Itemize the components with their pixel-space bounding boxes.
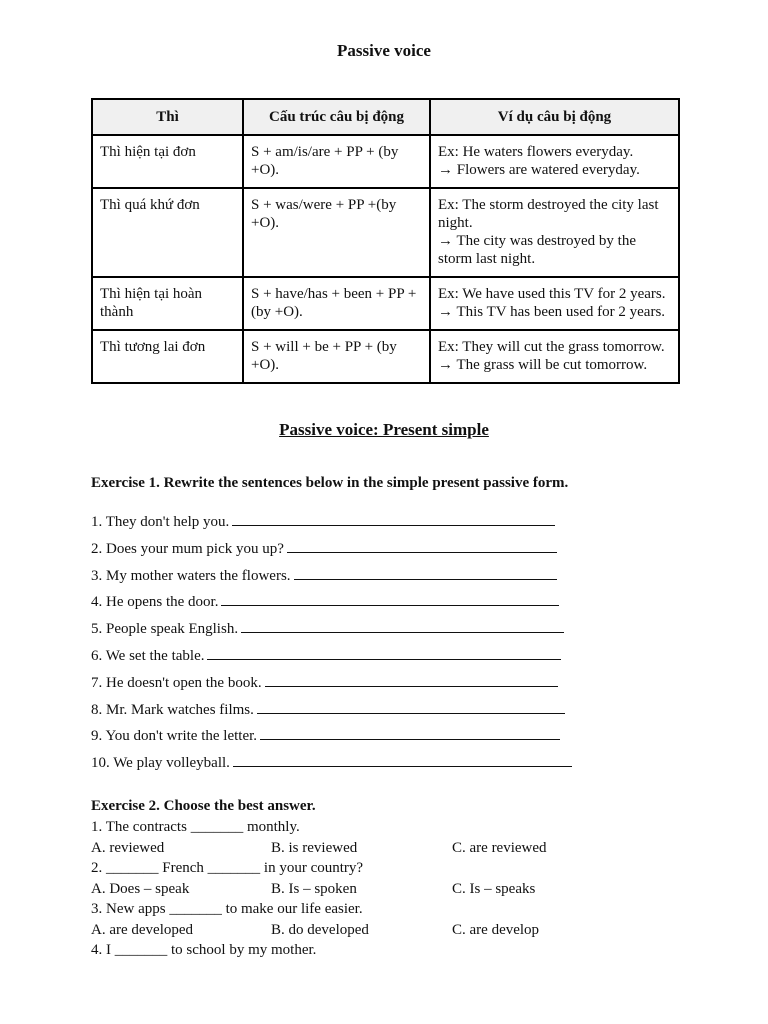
answer-line[interactable]	[265, 672, 558, 687]
answer-line[interactable]	[260, 725, 560, 740]
grammar-table	[91, 98, 680, 384]
list-item	[91, 538, 691, 565]
answer-line[interactable]	[257, 699, 565, 714]
structure-cell: S + am/is/are + PP + (by +O).	[243, 135, 430, 188]
sentence-text: 4. He opens the door.	[91, 594, 219, 611]
example-cell	[430, 188, 679, 277]
answer-options	[91, 920, 711, 941]
list-item	[91, 752, 691, 779]
option-b[interactable]: B. Is – spoken	[271, 880, 357, 897]
exercise-2-heading: Exercise 2. Choose the best answer.	[91, 798, 316, 814]
page-title: Passive voice	[337, 41, 431, 60]
option-c[interactable]: C. Is – speaks	[452, 880, 536, 897]
active-example: Ex: We have used this TV for 2 years.	[438, 286, 666, 302]
sentence-text: 5. People speak English.	[91, 621, 239, 638]
list-item	[91, 672, 691, 699]
header-example: Ví dụ câu bị động	[430, 99, 679, 135]
sentence-text: 9. You don't write the letter.	[91, 728, 258, 745]
tense-cell: Thì hiện tại hoàn thành	[92, 277, 243, 330]
table-row	[92, 188, 679, 277]
table-row	[92, 135, 679, 188]
passive-example: → The grass will be cut tomorrow.	[438, 357, 648, 373]
active-example: Ex: The storm destroyed the city last night.	[438, 197, 659, 231]
option-b[interactable]: B. do developed	[271, 921, 369, 938]
answer-line[interactable]	[207, 645, 561, 660]
passive-example: → Flowers are watered everyday.	[438, 162, 640, 178]
sentence-text: 2. Does your mum pick you up?	[91, 540, 284, 557]
example-cell	[430, 330, 679, 383]
sentence-text: 6. We set the table.	[91, 647, 205, 664]
question-text: 3. New apps _______ to make our life easier.	[91, 901, 363, 917]
answer-line[interactable]	[233, 752, 572, 767]
answer-line[interactable]	[287, 538, 557, 553]
structure-cell: S + will + be + PP + (by +O).	[243, 330, 430, 383]
list-item	[91, 618, 691, 645]
list-item	[91, 511, 691, 538]
example-cell	[430, 277, 679, 330]
list-item	[91, 699, 691, 726]
question-text: 4. I _______ to school by my mother.	[91, 942, 317, 958]
example-cell	[430, 135, 679, 188]
answer-line[interactable]	[241, 618, 564, 633]
sentence-text: 3. My mother waters the flowers.	[91, 567, 291, 584]
table-row	[92, 277, 679, 330]
tense-cell: Thì hiện tại đơn	[92, 135, 243, 188]
header-tense: Thì	[92, 99, 243, 135]
option-a[interactable]: A. Does – speak	[91, 880, 190, 897]
passive-example: → This TV has been used for 2 years.	[438, 304, 666, 320]
exercise-1-heading: Exercise 1. Rewrite the sentences below in the simple present passive form.	[91, 475, 569, 491]
active-example: Ex: They will cut the grass tomorrow.	[438, 339, 665, 355]
option-a[interactable]: A. are developed	[91, 921, 194, 938]
passive-example: → The city was destroyed by the storm last night.	[438, 233, 637, 267]
answer-line[interactable]	[221, 591, 559, 606]
list-item	[91, 725, 691, 752]
active-example: Ex: He waters flowers everyday.	[438, 144, 634, 160]
structure-cell: S + have/has + been + PP + (by +O).	[243, 277, 430, 330]
table-row	[92, 330, 679, 383]
sentence-text: 10. We play volleyball.	[91, 755, 230, 772]
exercise-1-list	[91, 511, 691, 779]
list-item	[91, 565, 691, 592]
sentence-text: 8. Mr. Mark watches films.	[91, 701, 254, 718]
option-c[interactable]: C. are develop	[452, 921, 540, 938]
section-title: Passive voice: Present simple	[279, 420, 489, 439]
sentence-text: 1. They don't help you.	[91, 514, 230, 530]
sentence-text: 7. He doesn't open the book.	[91, 674, 262, 691]
question-text: 2. _______ French _______ in your country?	[91, 860, 364, 876]
option-a[interactable]: A. reviewed	[91, 839, 165, 856]
table-header-row	[92, 99, 679, 135]
header-structure: Cấu trúc câu bị động	[243, 99, 430, 135]
list-item	[91, 645, 691, 672]
answer-options	[91, 838, 711, 859]
structure-cell: S + was/were + PP +(by +O).	[243, 188, 430, 277]
answer-line[interactable]	[232, 511, 555, 526]
tense-cell: Thì tương lai đơn	[92, 330, 243, 383]
tense-cell: Thì quá khứ đơn	[92, 188, 243, 277]
answer-options	[91, 879, 711, 900]
option-b[interactable]: B. is reviewed	[271, 839, 358, 856]
exercise-2	[91, 796, 711, 961]
option-c[interactable]: C. are reviewed	[452, 839, 547, 856]
question-text: 1. The contracts _______ monthly.	[91, 819, 300, 835]
answer-line[interactable]	[294, 565, 557, 580]
list-item	[91, 591, 691, 618]
